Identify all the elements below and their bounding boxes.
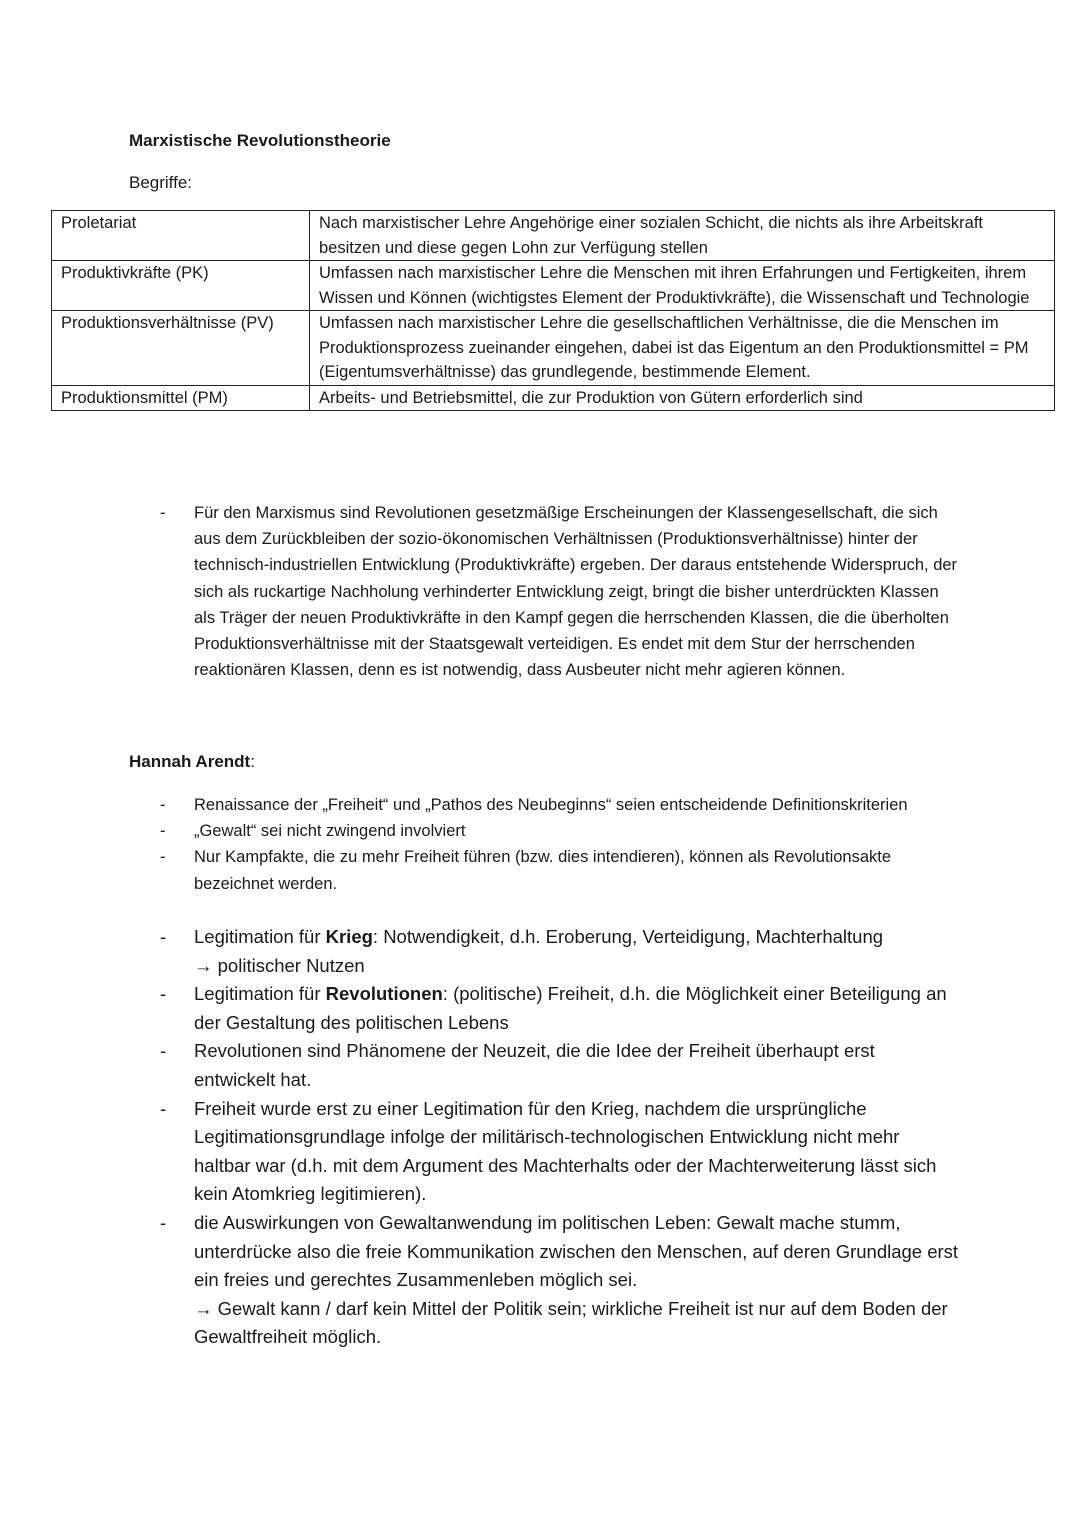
- list-item-text: Legitimation für: [194, 983, 326, 1005]
- list-item: [160, 980, 960, 1037]
- list-item-text: Renaissance der „Freiheit“ und „Pathos des Neubeginns“ seien entscheidende Definitionskriterien: [194, 796, 908, 814]
- arendt-bullet-list-small: [160, 792, 960, 897]
- list-item-conclusion: → Gewalt kann / darf kein Mittel der Politik sein; wirkliche Freiheit ist nur auf dem Boden der Gewaltfreiheit möglich.: [194, 1297, 948, 1348]
- list-item-text: die Auswirkungen von Gewaltanwendung im politischen Leben: Gewalt mache stumm, unterdrücke also die freie Kommunikation zwischen den Menschen, auf deren Grundlage erst ein freies und gerechtes Zusammenleben möglich sei.: [194, 1211, 959, 1291]
- list-item: [160, 818, 960, 844]
- heading-colon: :: [250, 752, 255, 771]
- list-item-text: Nur Kampfakte, die zu mehr Freiheit führen (bzw. dies intendieren), können als Revolutionsakte bezeichnet werden.: [194, 848, 892, 893]
- list-item-text: Für den Marxismus sind Revolutionen gesetzmäßige Erscheinungen der Klassengesellschaft, die sich aus dem Zurückbleiben der sozio-ökonomischen Verhältnissen (Produktionsverhältnisse) hinter der technisch-industriellen Entwicklung (Produktivkräfte) ergeben. Der daraus entstehende Widerspruch, der sich als ruckartige Nachholung verhinderter Entwicklung zeigt, bringt die bisher unterdrückten Klassen als Träger der neuen Produktivkräfte in den Kampf gegen die herrschenden Klassen, die die überholten Produktionsverhältnisse mit der Staatsgewalt verteidigen. Es endet mit dem Stur der herrschenden reaktionären Klassen, denn es ist notwendig, dass Ausbeuter nicht mehr agieren können.: [194, 504, 958, 680]
- list-item: [160, 1095, 960, 1209]
- section-label-begriffe: Begriffe:: [129, 173, 193, 192]
- marx-bullet-list: [160, 500, 960, 683]
- list-item: [160, 844, 960, 896]
- term-cell: Produktionsmittel (PM): [52, 385, 310, 411]
- list-item-text: Legitimation für: [194, 926, 326, 947]
- section-heading-arendt: [129, 751, 255, 773]
- bullet-dash: -: [160, 1097, 167, 1119]
- list-item-bold: Krieg: [325, 926, 373, 947]
- definition-cell: Arbeits- und Betriebsmittel, die zur Produktion von Gütern erforderlich sind: [310, 385, 1055, 411]
- bullet-dash: -: [160, 1040, 167, 1062]
- page-title: Marxistische Revolutionstheorie: [129, 131, 391, 150]
- list-item: [160, 1037, 960, 1094]
- bullet-dash: -: [160, 926, 167, 947]
- bullet-dash: -: [160, 504, 166, 522]
- list-item-text: : (politische) Freiheit, d.h. die Möglichkeit einer Beteiligung an der Gestaltung des politischen Lebens: [194, 983, 947, 1033]
- list-item-text: „Gewalt“ sei nicht zwingend involviert: [194, 822, 466, 841]
- list-item-text: : Notwendigkeit, d.h. Eroberung, Verteidigung, Machterhaltung: [372, 926, 884, 947]
- term-cell: Proletariat: [52, 211, 310, 261]
- section-heading-text: Hannah Arendt: [129, 752, 251, 771]
- list-item: [160, 1209, 960, 1352]
- definition-cell: Umfassen nach marxistischer Lehre die Menschen mit ihren Erfahrungen und Fertigkeiten, ihrem Wissen und Können (wichtigstes Element der Produktivkräfte), die Wissenschaft und Technologie: [310, 261, 1055, 311]
- table-row: [52, 261, 1055, 311]
- list-item: [160, 792, 960, 818]
- bullet-dash: -: [160, 796, 166, 814]
- list-item: [160, 923, 960, 980]
- list-item-conclusion: → politischer Nutzen: [194, 954, 365, 976]
- list-item: [160, 500, 960, 683]
- list-item-text: Revolutionen sind Phänomene der Neuzeit, die die Idee der Freiheit überhaupt erst entwickelt hat.: [194, 1040, 875, 1090]
- term-cell: Produktionsverhältnisse (PV): [52, 311, 310, 386]
- definition-cell: Nach marxistischer Lehre Angehörige einer sozialen Schicht, die nichts als ihre Arbeitskraft besitzen und diese gegen Lohn zur Verfügung stellen: [310, 211, 1055, 261]
- bullet-dash: -: [160, 822, 166, 841]
- arendt-bullet-list-large: [160, 923, 960, 1352]
- table-row: [52, 311, 1055, 386]
- terms-table: [51, 210, 1055, 411]
- bullet-dash: -: [160, 983, 167, 1005]
- table-row: [52, 211, 1055, 261]
- table-row: [52, 385, 1055, 411]
- list-item-bold: Revolutionen: [325, 983, 443, 1005]
- definition-cell: Umfassen nach marxistischer Lehre die gesellschaftlichen Verhältnisse, die die Menschen im Produktionsprozess zueinander eingehen, dabei ist das Eigentum an den Produktionsmittel = PM (Eigentumsverhältnisse) das grundlegende, bestimmende Element.: [310, 311, 1055, 386]
- bullet-dash: -: [160, 1211, 167, 1233]
- term-cell: Produktivkräfte (PK): [52, 261, 310, 311]
- list-item-text: Freiheit wurde erst zu einer Legitimation für den Krieg, nachdem die ursprüngliche Legitimationsgrundlage infolge der militärisch-technologischen Entwicklung nicht mehr haltbar war (d.h. mit dem Argument des Machterhalts oder der Machterweiterung lässt sich kein Atomkrieg legitimieren).: [194, 1097, 937, 1205]
- bullet-dash: -: [160, 848, 166, 867]
